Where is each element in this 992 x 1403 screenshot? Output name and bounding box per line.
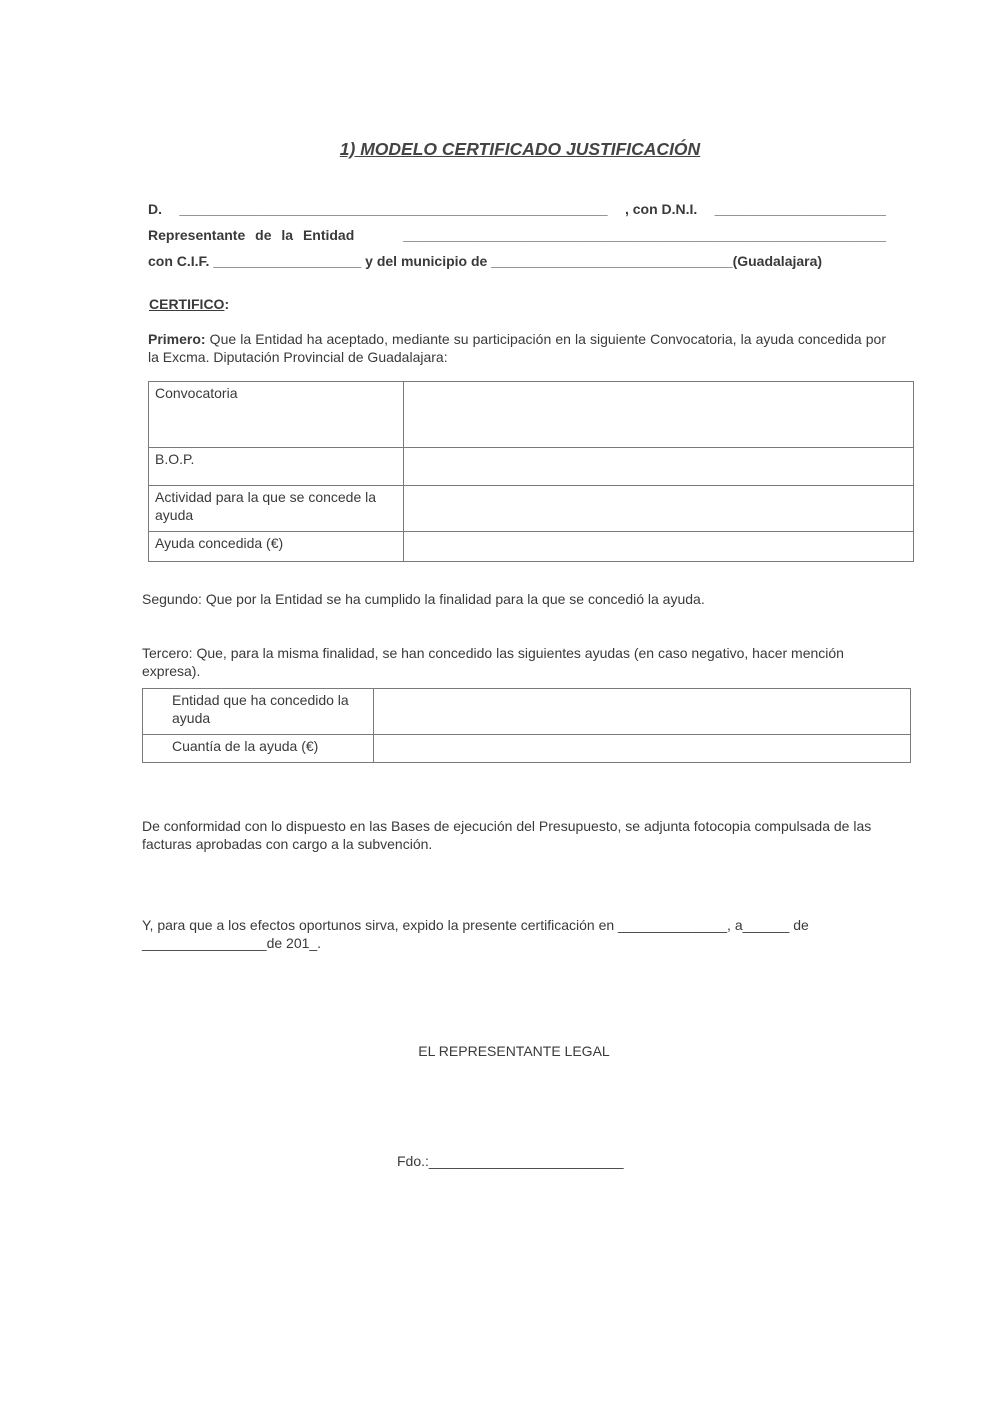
table-cell-label: Actividad para la que se concede la ayuda: [149, 486, 404, 532]
primero-text: Que la Entidad ha aceptado, mediante su participación en la siguiente Convocatoria, la ayuda concedida por la Excma. Diputación Provincial de Guadalajara:: [148, 331, 886, 365]
table-row: [149, 382, 914, 448]
table-row: [149, 532, 914, 562]
tercero-paragraph: Tercero: Que, para la misma finalidad, se han concedido las siguientes ayudas (en caso negativo, hacer mención expresa).: [142, 645, 844, 679]
cif-blank[interactable]: ___________________: [213, 253, 362, 269]
field-line-name: [148, 201, 886, 217]
certifico-label: CERTIFICO: [149, 296, 225, 312]
entity-blank[interactable]: ______________________________________________________________: [403, 227, 886, 243]
conformidad-paragraph: De conformidad con lo dispuesto en las Bases de ejecución del Presupuesto, se adjunta fotocopia compulsada de las facturas aprobadas con cargo a la subvención.: [142, 818, 872, 852]
segundo-paragraph: Segundo: Que por la Entidad se ha cumplido la finalidad para la que se concedió la ayuda.: [142, 591, 705, 607]
certifico-heading: [149, 296, 229, 312]
field-line-entity: [148, 227, 886, 243]
table-row: [149, 486, 914, 532]
table-row: [143, 689, 911, 735]
table-cell-label: B.O.P.: [149, 448, 404, 486]
label-municipio: y del municipio de: [365, 253, 488, 269]
primero-paragraph: [148, 330, 886, 366]
document-title: 1) MODELO CERTIFICADO JUSTIFICACIÓN: [339, 139, 701, 159]
dni-blank[interactable]: ______________________: [714, 201, 886, 217]
name-blank[interactable]: _______________________________________________________: [179, 201, 608, 217]
convocatoria-table: [148, 381, 914, 562]
ayudas-table: [142, 688, 911, 763]
table-cell-label: Ayuda concedida (€): [149, 532, 404, 562]
expido-line-1: Y, para que a los efectos oportunos sirva, expido la presente certificación en ______________, a______ de: [142, 917, 809, 933]
table-cell-value[interactable]: [404, 448, 914, 486]
table-cell-label: Cuantía de la ayuda (€): [143, 735, 374, 763]
table-cell-value[interactable]: [374, 689, 911, 735]
signature-line[interactable]: Fdo.:_________________________: [397, 1153, 624, 1169]
primero-label: Primero:: [148, 331, 206, 347]
certifico-colon: :: [224, 296, 230, 312]
table-cell-value[interactable]: [404, 382, 914, 448]
expido-line-2: ________________de 201_.: [142, 935, 322, 951]
representante-label: EL REPRESENTANTE LEGAL: [418, 1043, 610, 1059]
table-cell-value[interactable]: [374, 735, 911, 763]
field-line-cif: [148, 253, 886, 269]
table-cell-label: Convocatoria: [149, 382, 404, 448]
label-cif: con C.I.F.: [148, 253, 210, 269]
label-guadalajara: (Guadalajara): [732, 253, 823, 269]
municipio-blank[interactable]: _______________________________: [491, 253, 733, 269]
table-row: [143, 735, 911, 763]
table-row: [149, 448, 914, 486]
label-representante: Representante de la Entidad: [148, 227, 355, 243]
label-dni: , con D.N.I.: [624, 201, 698, 217]
label-d: D.: [148, 201, 162, 217]
table-cell-label: Entidad que ha concedido la ayuda: [143, 689, 374, 735]
table-cell-value[interactable]: [404, 486, 914, 532]
table-cell-value[interactable]: [404, 532, 914, 562]
